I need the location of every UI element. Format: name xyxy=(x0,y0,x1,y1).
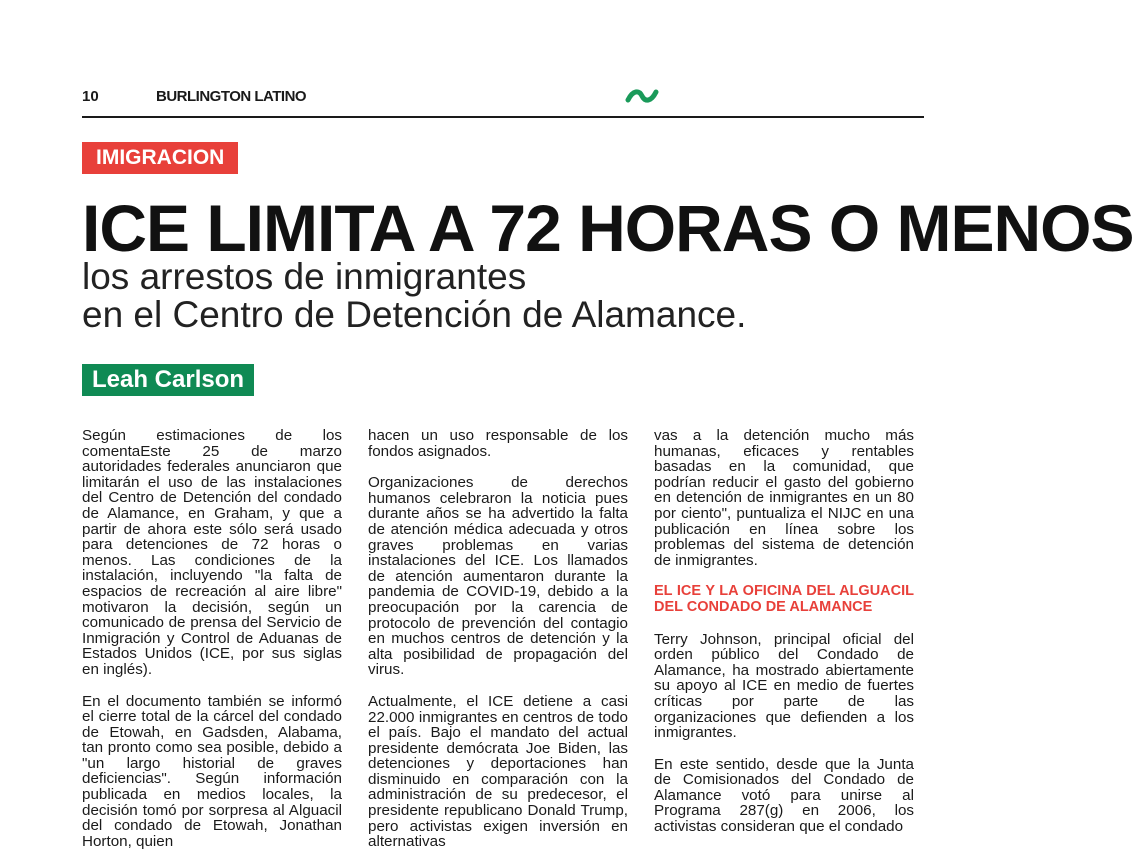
article-column-2 xyxy=(368,428,628,866)
subhead-line-2: en el Centro de Detención de Alamance. xyxy=(82,294,747,335)
paragraph: hacen un uso responsable de los fondos asignados. xyxy=(368,427,628,460)
subheadline xyxy=(82,258,924,334)
publication-name: BURLINGTON LATINO xyxy=(156,88,307,105)
author-byline: Leah Carlson xyxy=(82,364,254,396)
page-header xyxy=(82,86,924,118)
section-subheading: EL ICE Y LA OFICINA DEL ALGUACIL DEL CONDADO DE ALAMANCE xyxy=(654,583,914,615)
subhead-line-1: los arrestos de inmigrantes xyxy=(82,256,527,297)
paragraph: Terry Johnson, principal oficial del orden público del Condado de Alamance, ha mostrado abiertamente su apoyo al ICE en medio de fuertes críticas por parte de las organizaciones que defienden a los inmigrantes. xyxy=(654,630,914,742)
section-label: IMIGRACION xyxy=(82,142,238,174)
paragraph: En este sentido, desde que la Junta de Comisionados del Condado de Alamance votó para unirse al Programa 287(g) en 2006, los activistas consideran que el condado xyxy=(654,755,914,836)
article-column-1 xyxy=(82,428,342,865)
paragraph: En el documento también se informó el cierre total de la cárcel del condado de Etowah, en Gadsden, Alabama, tan pronto como sea posible, debido a "un largo historial de graves deficiencias". Según información publicada en medios locales, la decisión tomó por sorpresa al Alguacil del condado de Etowah, Jonathan Horton, quien xyxy=(82,692,342,850)
article-column-3 xyxy=(654,428,914,851)
paragraph: Actualmente, el ICE detiene a casi 22.000 inmigrantes en centros de todo el país. Bajo el mandato del actual presidente demócrata Joe Biden, las detenciones y deportaciones han disminuido en comparación con la administración de su predecesor, el presidente republicano Donald Trump, pero activistas exigen inversión en alternativas xyxy=(368,692,628,851)
headline: ICE LIMITA A 72 HORAS O MENOS xyxy=(82,191,1134,265)
page-number: 10 xyxy=(82,88,99,105)
paragraph: vas a la detención mucho más humanas, eficaces y rentables basadas en la comunidad, que podrían reducir el gasto del gobierno en detención de inmigrantes en un 80 por ciento", puntualiza el NIJC en una publicación en línea sobre los problemas del sistema de detención de inmigrantes. xyxy=(654,427,914,569)
paragraph: Organizaciones de derechos humanos celebraron la noticia pues durante años se ha advertido la falta de atención médica adecuada y otros graves problemas en varias instalaciones del ICE. Los llamados de atención aumentaron durante la pandemia de COVID-19, debido a la preocupación por la carencia de protocolo de prevención del contagio en muchos centros de detención y la alta posibilidad de propagación del virus. xyxy=(368,474,628,679)
tilde-wave-icon xyxy=(625,86,659,111)
paragraph: Según estimaciones de los comentaEste 25 de marzo autoridades federales anunciaron que limitarán el uso de las instalaciones del Centro de Detención del condado de Alamance, en Graham, y que a partir de ahora este sólo será usado para detenciones de 72 horas o menos. Las condiciones de la instalación, incluyendo "la falta de espacios de recreación al aire libre" motivaron la decisión, según un comunicado de prensa del Servicio de Inmigración y Control de Aduanas de Estados Unidos (ICE, por sus siglas en inglés). xyxy=(82,427,342,678)
